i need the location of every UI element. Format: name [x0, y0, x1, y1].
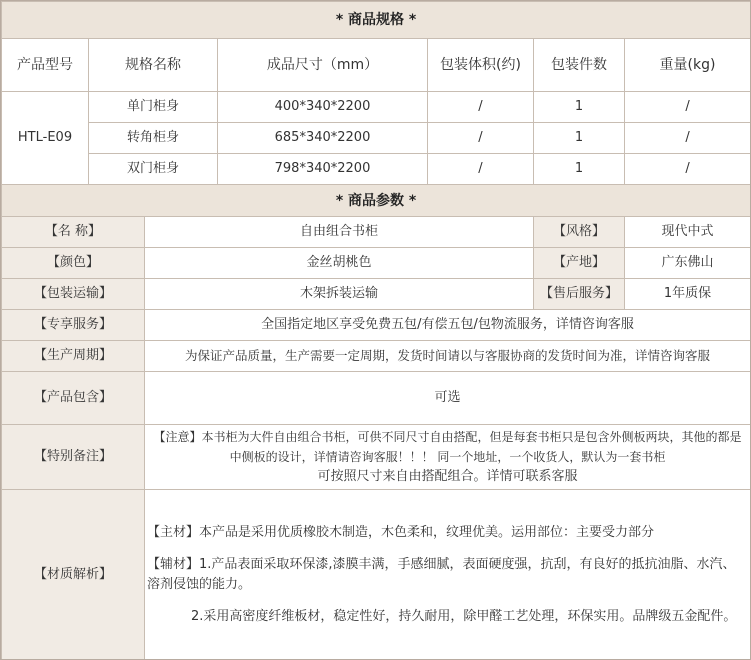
volume-cell: / [428, 92, 534, 123]
name-label: 【名 称】 [2, 217, 145, 248]
table-row [2, 154, 751, 185]
cycle-value: 为保证产品质量，生产需要一定周期，发货时间请以与客服协商的发货时间为准，详情咨询客服 [145, 341, 751, 372]
count-cell: 1 [534, 123, 625, 154]
spec-name-cell: 单门柜身 [89, 92, 218, 123]
count-cell: 1 [534, 92, 625, 123]
service-label: 【专享服务】 [2, 310, 145, 341]
weight-cell: / [625, 92, 751, 123]
style-label: 【风格】 [534, 217, 625, 248]
material-aux-2: 2.采用高密度纤维板材，稳定性好，持久耐用，除甲醛工艺处理，环保实用。品牌级五金配件。 [191, 609, 737, 624]
count-cell: 1 [534, 154, 625, 185]
col-header-model: 产品型号 [2, 39, 89, 92]
params-section-title: * 商品参数 * [2, 185, 751, 217]
col-header-spec-name: 规格名称 [89, 39, 218, 92]
material-aux-1: 【辅材】1.产品表面采取环保漆,漆膜丰满，手感细腻，表面硬度强，抗刮，有良好的抵抗油脂、水汽、溶剂侵蚀的能力。 [147, 557, 736, 592]
weight-cell: / [625, 154, 751, 185]
param-row-material [2, 490, 751, 660]
color-label: 【颜色】 [2, 248, 145, 279]
material-label: 【材质解析】 [2, 490, 145, 660]
model-cell: HTL-E09 [2, 92, 89, 185]
shipping-label: 【包装运输】 [2, 279, 145, 310]
spec-section-title: * 商品规格 * [2, 2, 751, 39]
service-value: 全国指定地区享受免费五包/有偿五包/包物流服务，详情咨询客服 [145, 310, 751, 341]
table-row [2, 92, 751, 123]
col-header-volume: 包装体积(约) [428, 39, 534, 92]
volume-cell: / [428, 123, 534, 154]
param-row-include [2, 372, 751, 425]
origin-label: 【产地】 [534, 248, 625, 279]
remark-label: 【特别备注】 [2, 425, 145, 490]
col-header-size: 成品尺寸（mm） [218, 39, 428, 92]
size-cell: 798*340*2200 [218, 154, 428, 185]
remark-line-2: 可按照尺寸来自由搭配组合。详情可联系客服 [317, 469, 578, 484]
origin-value: 广东佛山 [625, 248, 751, 279]
size-cell: 400*340*2200 [218, 92, 428, 123]
include-label: 【产品包含】 [2, 372, 145, 425]
param-row-shipping [2, 279, 751, 310]
table-row [2, 123, 751, 154]
param-row-color [2, 248, 751, 279]
param-row-name [2, 217, 751, 248]
aftersale-label: 【售后服务】 [534, 279, 625, 310]
style-value: 现代中式 [625, 217, 751, 248]
cycle-label: 【生产周期】 [2, 341, 145, 372]
weight-cell: / [625, 123, 751, 154]
aftersale-value: 1年质保 [625, 279, 751, 310]
product-table [1, 1, 751, 660]
remark-line-1: 【注意】本书柜为大件自由组合书柜，可供不同尺寸自由搭配，但是每套书柜只是包含外侧板两块，其他的都是中侧板的设计，详情请咨询客服！！！ 同一个地址，一个收货人，默认为一套书柜 [153, 430, 742, 464]
volume-cell: / [428, 154, 534, 185]
param-row-cycle [2, 341, 751, 372]
param-row-service [2, 310, 751, 341]
col-header-weight: 重量(kg) [625, 39, 751, 92]
shipping-value: 木架拆装运输 [145, 279, 534, 310]
spec-header-row [2, 39, 751, 92]
spec-name-cell: 双门柜身 [89, 154, 218, 185]
material-value [145, 490, 751, 660]
size-cell: 685*340*2200 [218, 123, 428, 154]
include-value: 可选 [145, 372, 751, 425]
color-value: 金丝胡桃色 [145, 248, 534, 279]
remark-value [145, 425, 751, 490]
spec-name-cell: 转角柜身 [89, 123, 218, 154]
material-main: 【主材】本产品是采用优质橡胶木制造，木色柔和，纹理优美。运用部位：主要受力部分 [147, 525, 655, 540]
col-header-count: 包装件数 [534, 39, 625, 92]
name-value: 自由组合书柜 [145, 217, 534, 248]
param-row-remark [2, 425, 751, 490]
